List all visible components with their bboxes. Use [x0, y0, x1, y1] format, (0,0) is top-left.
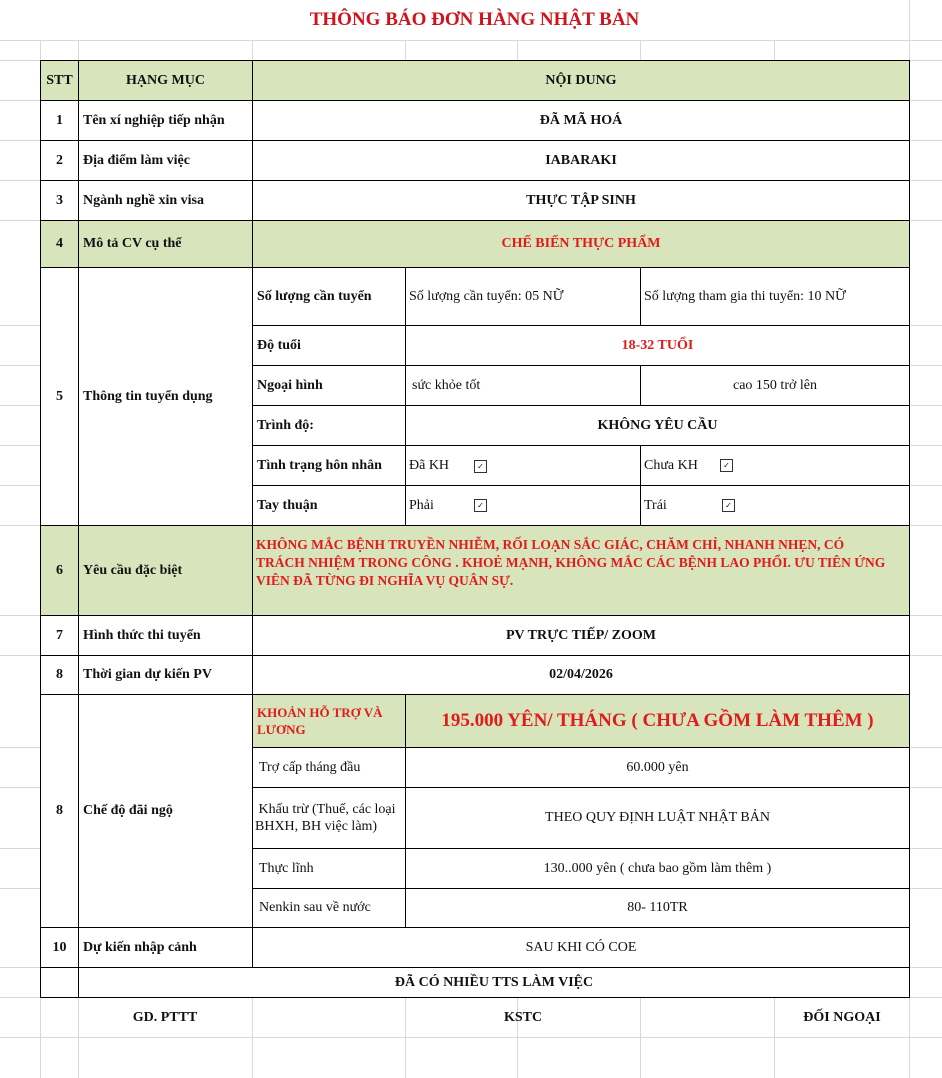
- row-label-company: Tên xí nghiệp tiếp nhận: [78, 100, 253, 141]
- handedness-option-right: [405, 485, 641, 526]
- deductions-value: THEO QUY ĐỊNH LUẬT NHẬT BẢN: [405, 787, 910, 849]
- row-stt: 6: [40, 525, 79, 616]
- row-value-company: ĐÃ MÃ HOÁ: [252, 100, 910, 141]
- net-salary-value: 130..000 yên ( chưa bao gồm làm thêm ): [405, 848, 910, 889]
- row-label-entry: Dự kiến nhập cảnh: [78, 927, 253, 968]
- net-salary-label: Thực lĩnh: [252, 848, 406, 889]
- nenkin-value: 80- 110TR: [405, 888, 910, 928]
- quantity-participants: Số lượng tham gia thi tuyển: 10 NỮ: [640, 267, 910, 326]
- row-label-recruitment: Thông tin tuyển dụng: [78, 267, 253, 526]
- header-category: HẠNG MỤC: [78, 60, 253, 101]
- checkbox-icon[interactable]: ✓: [474, 499, 487, 512]
- quantity-needed: Số lượng cần tuyển: 05 NỮ: [405, 267, 641, 326]
- checkbox-icon[interactable]: ✓: [722, 499, 735, 512]
- age-label: Độ tuổi: [252, 325, 406, 366]
- appearance-height: cao 150 trở lên: [640, 365, 910, 406]
- marital-option-single: [640, 445, 910, 486]
- signature-kstc: KSTC: [503, 1009, 543, 1025]
- signature-doi-ngoai: ĐỐI NGOẠI: [803, 1009, 881, 1025]
- row-label-visa: Ngành nghề xin visa: [78, 180, 253, 221]
- row-value-location: IABARAKI: [252, 140, 910, 181]
- age-value: 18-32 TUỔI: [405, 325, 910, 366]
- first-month-label: Trợ cấp tháng đầu: [252, 747, 406, 788]
- row-value-visa: THỰC TẬP SINH: [252, 180, 910, 221]
- marital-option-married: [405, 445, 641, 486]
- header-stt: STT: [40, 60, 79, 101]
- row-stt: 2: [40, 140, 79, 181]
- row-stt: 8: [40, 655, 79, 695]
- row-stt: 7: [40, 615, 79, 656]
- signature-gd-pttt: GD. PTTT: [132, 1009, 198, 1025]
- education-label: Trình độ:: [252, 405, 406, 446]
- row-label-job: Mô tả CV cụ thể: [78, 220, 253, 268]
- row-value-exam-format: PV TRỰC TIẾP/ ZOOM: [252, 615, 910, 656]
- row-label-special: Yêu cầu đặc biệt: [78, 525, 253, 616]
- salary-label: KHOẢN HỖ TRỢ VÀ LƯƠNG: [252, 694, 406, 748]
- row-label-interview-date: Thời gian dự kiến PV: [78, 655, 253, 695]
- gridline: [0, 1037, 942, 1038]
- row-stt: 3: [40, 180, 79, 221]
- gridline: [0, 40, 942, 41]
- appearance-label: Ngoại hình: [252, 365, 406, 406]
- option-label: Đã KH: [409, 457, 450, 473]
- row-value-job: CHẾ BIẾN THỰC PHẨM: [252, 220, 910, 268]
- row-stt: 5: [40, 267, 79, 526]
- checkbox-icon[interactable]: ✓: [474, 460, 487, 473]
- salary-value: 195.000 YÊN/ THÁNG ( CHƯA GỒM LÀM THÊM ): [405, 694, 910, 748]
- quantity-label: Số lượng cần tuyển: [252, 267, 406, 326]
- deductions-label: Khấu trừ (Thuế, các loại BHXH, BH việc làm): [252, 787, 406, 849]
- marital-label: Tình trạng hôn nhân: [252, 445, 406, 486]
- row-stt: 8: [40, 694, 79, 928]
- document-title: THÔNG BÁO ĐƠN HÀNG NHẬT BẢN: [40, 0, 909, 40]
- checkbox-icon[interactable]: ✓: [720, 459, 733, 472]
- handedness-option-left: [640, 485, 910, 526]
- note-stt: [40, 967, 79, 998]
- row-label-location: Địa điểm làm việc: [78, 140, 253, 181]
- row-value-interview-date: 02/04/2026: [252, 655, 910, 695]
- row-stt: 4: [40, 220, 79, 268]
- note-value: ĐÃ CÓ NHIỀU TTS LÀM VIỆC: [78, 967, 910, 998]
- row-label-benefits: Chế độ đãi ngộ: [78, 694, 253, 928]
- education-value: KHÔNG YÊU CẦU: [405, 405, 910, 446]
- row-value-special: KHÔNG MẮC BỆNH TRUYỀN NHIỄM, RỐI LOẠN SẮC GIÁC, CHĂM CHỈ, NHANH NHẸN, CÓ TRÁCH NHIỆM TRONG CÔNG . KHOẺ MẠNH, KHÔNG MẮC CÁC BỆNH LAO PHỔI. ƯU TIÊN ỨNG VIÊN ĐÃ TỪNG ĐI NGHĨA VỤ QUÂN SỰ.: [252, 525, 910, 616]
- row-stt: 1: [40, 100, 79, 141]
- header-content: NỘI DUNG: [252, 60, 910, 101]
- nenkin-label: Nenkin sau về nước: [252, 888, 406, 928]
- row-value-entry: SAU KHI CÓ COE: [252, 927, 910, 968]
- option-label: Trái: [644, 497, 667, 513]
- option-label: Chưa KH: [644, 457, 698, 473]
- row-stt: 10: [40, 927, 79, 968]
- appearance-health: sức khỏe tốt: [405, 365, 641, 406]
- row-label-exam-format: Hình thức thi tuyển: [78, 615, 253, 656]
- first-month-value: 60.000 yên: [405, 747, 910, 788]
- handedness-label: Tay thuận: [252, 485, 406, 526]
- option-label: Phải: [409, 497, 434, 513]
